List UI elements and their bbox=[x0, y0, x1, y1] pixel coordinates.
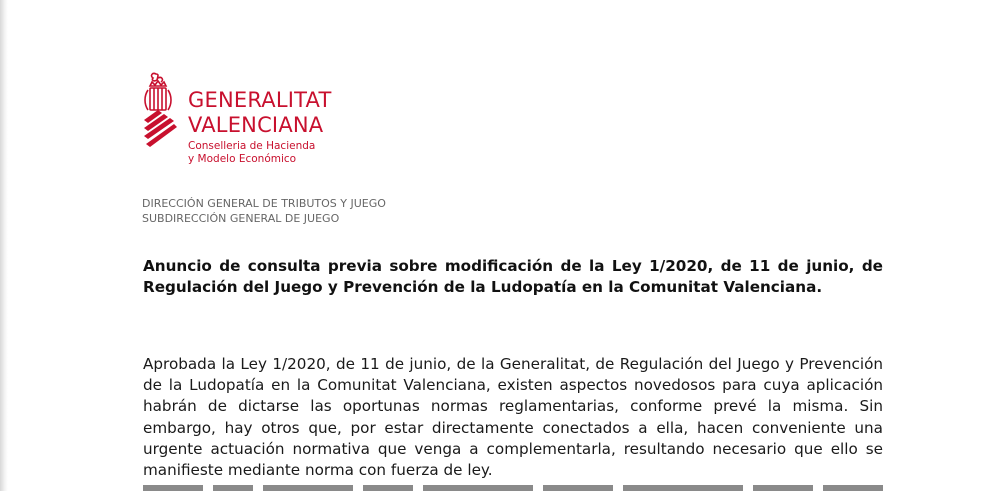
logo-subtitle-line1: Conselleria de Hacienda bbox=[188, 140, 316, 152]
page-edge-shadow bbox=[0, 0, 8, 491]
document-title: Anuncio de consulta previa sobre modificación de la Ley 1/2020, de 11 de junio, de Regulación del Juego y Prevención de la Ludopatía en la Comunitat Valenciana. bbox=[143, 257, 883, 296]
logo-subtitle-line2: y Modelo Económico bbox=[188, 153, 297, 165]
generalitat-emblem-icon bbox=[142, 70, 182, 154]
document-paragraph: Aprobada la Ley 1/2020, de 11 de junio, de la Generalitat, de Regulación del Juego y Prevención de la Ludopatía en la Comunitat Valenciana, existen aspectos novedosos para cuya aplicación habrán de dictarse las oportunas normas reglamentarias, conforme prevé la misma. Sin embargo, hay otros que, por estar directamente conectados a ella, hacen conveniente una urgente actuación normativa que venga a complementarla, resultando necesario que ello se manifieste mediante norma con fuerza de ley. bbox=[143, 355, 883, 480]
next-line-cut-off bbox=[143, 483, 883, 491]
department-line2: SUBDIRECCIÓN GENERAL DE JUEGO bbox=[142, 212, 340, 225]
logo-name-line2: VALENCIANA bbox=[188, 113, 324, 137]
department-line1: DIRECCIÓN GENERAL DE TRIBUTOS Y JUEGO bbox=[142, 197, 386, 210]
logo-name-line1: GENERALITAT bbox=[188, 88, 332, 112]
